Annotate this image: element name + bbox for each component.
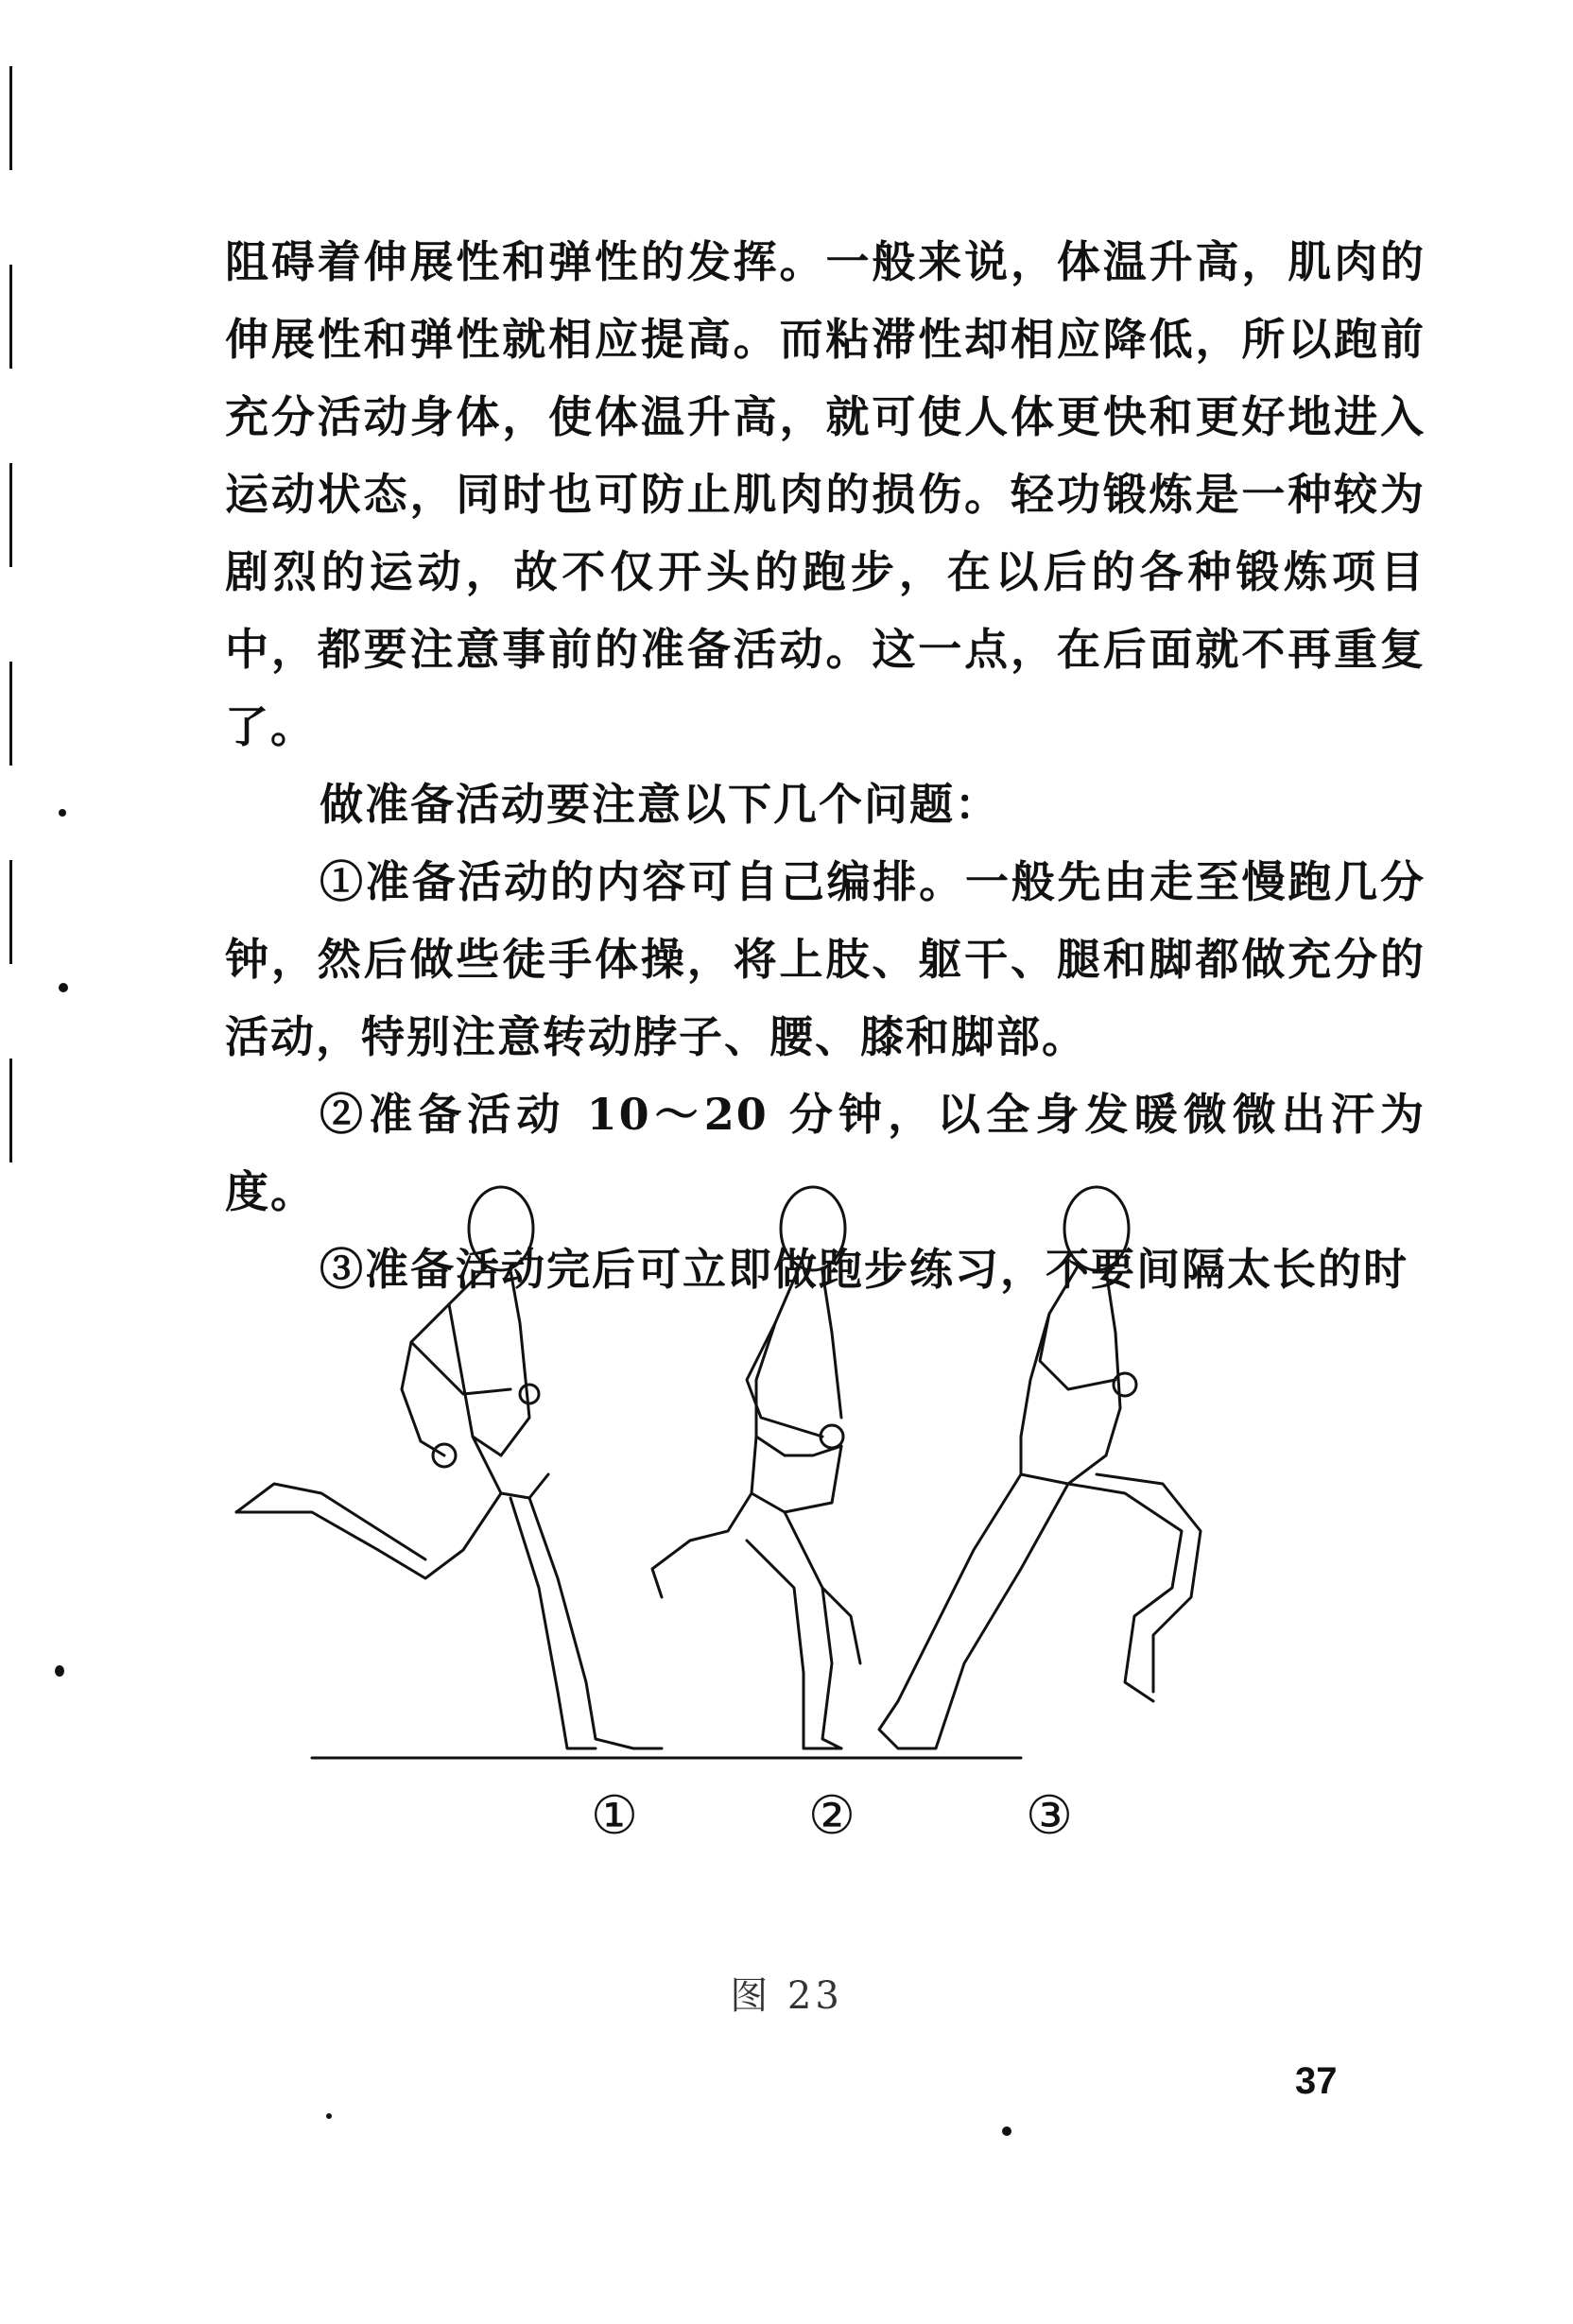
runner-2-drawing: [652, 1187, 860, 1748]
scan-edge-mark: [9, 463, 12, 567]
scan-speck: [326, 2113, 332, 2119]
figure-caption: 图 23: [730, 1974, 843, 2018]
scan-speck: [1002, 2126, 1011, 2136]
scan-speck: [55, 1665, 64, 1677]
paragraph: ③准备活动完后可立即做跑步练习，不要间隔太长的时: [320, 1244, 1409, 1295]
running-sequence-drawing: [217, 1172, 1276, 1928]
scan-edge-mark: [9, 66, 12, 170]
scan-speck: [59, 809, 66, 817]
paragraph: ②准备活动 10～20 分钟，以全身发暖微微出汗为度。: [225, 1089, 1426, 1217]
running-figure-illustration: [217, 1172, 1276, 1928]
scan-speck: [59, 983, 68, 992]
figure-label-1: ①: [590, 1785, 639, 1847]
page-number: 37: [1295, 2060, 1338, 2102]
figure-label-2: ②: [807, 1785, 856, 1847]
paragraph: 阻碍着伸展性和弹性的发挥。一般来说，体温升高，肌肉的伸展性和弹性就相应提高。而粘滞性却相应降低，所以跑前充分活动身体，使体温升高，就可使人体更快和更好地进入运动状态，同时也可防止肌肉的损伤。轻功锻炼是一种较为剧烈的运动，故不仅开头的跑步，在以后的各种锻炼项目中，都要注意事前的准备活动。这一点，在后面就不再重复了。: [225, 236, 1426, 752]
body-text: [225, 223, 1426, 1308]
scan-edge-mark: [9, 860, 12, 964]
runner-1-drawing: [236, 1187, 662, 1748]
paragraph: 做准备活动要注意以下几个问题：: [320, 779, 1000, 830]
figure-label-3: ③: [1025, 1785, 1074, 1847]
scan-edge-mark: [9, 662, 12, 766]
paragraph: ①准备活动的内容可自己编排。一般先由走至慢跑几分钟，然后做些徒手体操，将上肢、躯干、腿和脚都做充分的活动，特别注意转动脖子、腰、膝和脚部。: [225, 856, 1426, 1062]
runner-3-drawing: [879, 1187, 1201, 1748]
scan-edge-mark: [9, 1059, 12, 1162]
scan-edge-mark: [9, 265, 12, 369]
